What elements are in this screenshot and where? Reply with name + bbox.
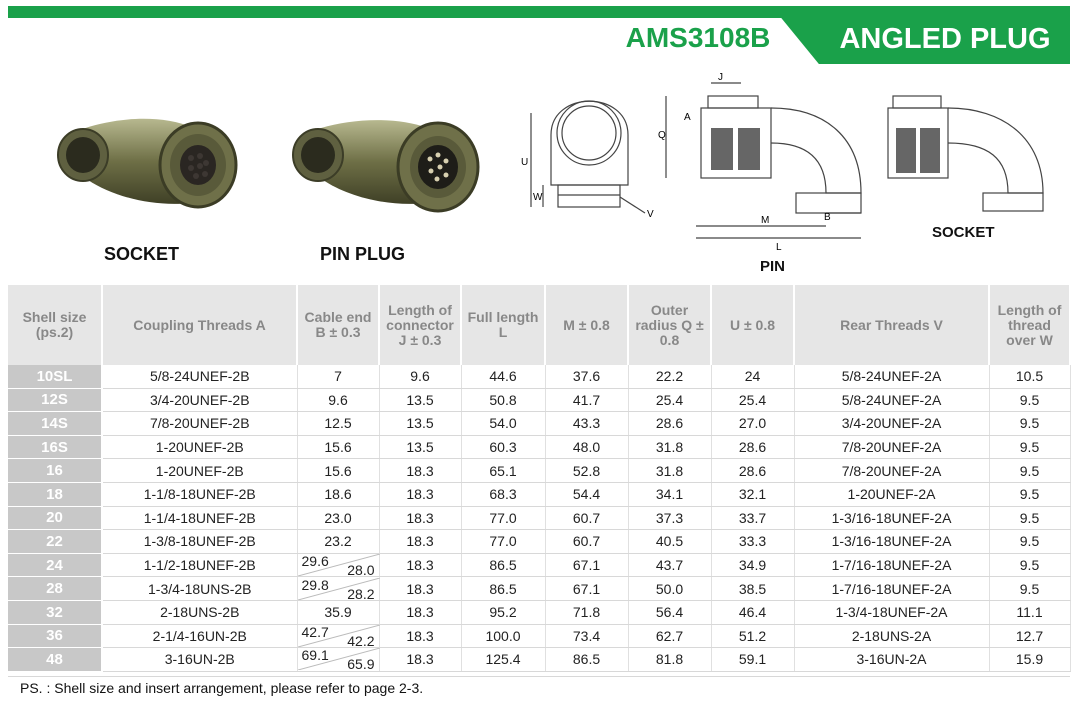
cell-v: 3/4-20UNEF-2A: [794, 412, 989, 436]
cell-j: 9.6: [379, 365, 461, 388]
cell-q: 31.8: [628, 459, 711, 483]
cell-j: 18.3: [379, 600, 461, 624]
cell-u: 32.1: [711, 482, 794, 506]
pin-plug-photo: [278, 105, 488, 230]
cell-q: 22.2: [628, 365, 711, 388]
cell-l: 65.1: [461, 459, 545, 483]
cell-w: 9.5: [989, 435, 1070, 459]
cell-q: 56.4: [628, 600, 711, 624]
cell-l: 68.3: [461, 482, 545, 506]
spec-table: [8, 285, 1071, 672]
shell-size-cell: 48: [8, 648, 102, 672]
table-row: [8, 600, 1070, 624]
cell-u: 27.0: [711, 412, 794, 436]
cable-end-split-cell: [297, 624, 379, 648]
table-row: [8, 388, 1070, 412]
cell-m: 60.7: [545, 506, 628, 530]
cell-l: 77.0: [461, 506, 545, 530]
cell-m: 41.7: [545, 388, 628, 412]
cell-a: 1-20UNEF-2B: [102, 435, 297, 459]
cell-m: 48.0: [545, 435, 628, 459]
cell-l: 44.6: [461, 365, 545, 388]
table-header-row: [8, 285, 1070, 365]
cable-end-max-value: 42.2: [347, 632, 375, 649]
cell-w: 9.5: [989, 577, 1070, 601]
pin-plug-photo-caption: PIN PLUG: [320, 244, 406, 264]
cell-m: 67.1: [545, 553, 628, 577]
cell-j: 18.3: [379, 482, 461, 506]
socket-side-drawing: [878, 88, 1058, 218]
footnote: PS. : Shell size and insert arrangement, please refer to page 2-3.: [20, 680, 424, 696]
cell-v: 5/8-24UNEF-2A: [794, 388, 989, 412]
cable-end-split-cell: [297, 648, 379, 672]
shell-size-cell: 12S: [8, 388, 102, 412]
dim-label-j: J: [718, 72, 723, 83]
cell-v: 7/8-20UNEF-2A: [794, 459, 989, 483]
spec-table-body: [8, 365, 1070, 671]
shell-size-cell: 32: [8, 600, 102, 624]
cell-b: 7: [297, 365, 379, 388]
cell-w: 9.5: [989, 459, 1070, 483]
cell-q: 37.3: [628, 506, 711, 530]
table-row: [8, 648, 1070, 672]
cell-u: 28.6: [711, 459, 794, 483]
cell-a: 5/8-24UNEF-2B: [102, 365, 297, 388]
cell-j: 18.3: [379, 530, 461, 554]
cell-w: 10.5: [989, 365, 1070, 388]
cell-u: 46.4: [711, 600, 794, 624]
cell-l: 77.0: [461, 530, 545, 554]
cell-j: 13.5: [379, 412, 461, 436]
socket-photo: [48, 100, 248, 230]
cell-w: 9.5: [989, 412, 1070, 436]
cable-end-min-value: 29.8: [301, 576, 329, 593]
cell-a: 1-3/4-18UNS-2B: [102, 577, 297, 601]
pin-side-drawing: [656, 68, 876, 258]
cable-end-max-value: 28.0: [347, 562, 375, 579]
cell-b: 9.6: [297, 388, 379, 412]
dim-label-a: A: [684, 112, 691, 123]
table-row: [8, 365, 1070, 388]
table-row: [8, 506, 1070, 530]
cell-m: 52.8: [545, 459, 628, 483]
shell-size-cell: 22: [8, 530, 102, 554]
product-title: ANGLED PLUG: [839, 23, 1051, 55]
col-thread-length: Length of thread over W: [989, 285, 1070, 365]
cell-a: 2-18UNS-2B: [102, 600, 297, 624]
col-m: M ± 0.8: [545, 285, 628, 365]
cable-end-min-value: 29.6: [301, 553, 329, 570]
dim-label-m: M: [761, 215, 770, 226]
cell-a: 1-20UNEF-2B: [102, 459, 297, 483]
cell-l: 125.4: [461, 648, 545, 672]
cell-a: 1-3/8-18UNEF-2B: [102, 530, 297, 554]
cell-l: 100.0: [461, 624, 545, 648]
cell-v: 1-3/16-18UNEF-2A: [794, 506, 989, 530]
cell-q: 40.5: [628, 530, 711, 554]
dim-label-v: V: [647, 209, 654, 220]
cell-m: 73.4: [545, 624, 628, 648]
cell-j: 18.3: [379, 553, 461, 577]
dim-label-q: Q: [658, 130, 666, 141]
cell-l: 86.5: [461, 577, 545, 601]
cell-v: 1-20UNEF-2A: [794, 482, 989, 506]
dim-label-b: B: [824, 212, 831, 223]
cell-j: 18.3: [379, 648, 461, 672]
cell-m: 60.7: [545, 530, 628, 554]
cell-m: 37.6: [545, 365, 628, 388]
table-row: [8, 553, 1070, 577]
col-shell-size: Shell size (ps.2): [8, 285, 102, 365]
cell-u: 33.3: [711, 530, 794, 554]
cell-v: 1-7/16-18UNEF-2A: [794, 577, 989, 601]
table-row: [8, 624, 1070, 648]
cell-v: 3-16UN-2A: [794, 648, 989, 672]
cell-l: 86.5: [461, 553, 545, 577]
cell-v: 2-18UNS-2A: [794, 624, 989, 648]
cell-u: 51.2: [711, 624, 794, 648]
cell-v: 7/8-20UNEF-2A: [794, 435, 989, 459]
cell-u: 38.5: [711, 577, 794, 601]
cell-m: 86.5: [545, 648, 628, 672]
col-outer-radius: Outer radius Q ± 0.8: [628, 285, 711, 365]
cell-j: 18.3: [379, 459, 461, 483]
cell-q: 28.6: [628, 412, 711, 436]
shell-size-cell: 28: [8, 577, 102, 601]
cell-a: 1-1/8-18UNEF-2B: [102, 482, 297, 506]
cell-j: 18.3: [379, 577, 461, 601]
cell-j: 13.5: [379, 388, 461, 412]
cell-u: 34.9: [711, 553, 794, 577]
cell-q: 43.7: [628, 553, 711, 577]
shell-size-cell: 36: [8, 624, 102, 648]
cell-u: 25.4: [711, 388, 794, 412]
dim-label-u: U: [521, 157, 529, 168]
cell-b: 15.6: [297, 459, 379, 483]
front-view-drawing: [513, 85, 663, 225]
cell-l: 54.0: [461, 412, 545, 436]
split-value: [298, 553, 379, 579]
cell-q: 31.8: [628, 435, 711, 459]
cable-end-max-value: 65.9: [347, 656, 375, 673]
pin-drawing-caption: PIN: [760, 258, 786, 275]
cell-j: 18.3: [379, 506, 461, 530]
cell-w: 9.5: [989, 388, 1070, 412]
table-row: [8, 459, 1070, 483]
table-row: [8, 412, 1070, 436]
shell-size-cell: 10SL: [8, 365, 102, 388]
shell-size-cell: 16: [8, 459, 102, 483]
cell-a: 7/8-20UNEF-2B: [102, 412, 297, 436]
socket-drawing-caption: SOCKET: [932, 224, 995, 241]
shell-size-cell: 18: [8, 482, 102, 506]
dim-label-w: W: [533, 192, 543, 203]
cell-b: 12.5: [297, 412, 379, 436]
socket-photo-caption: SOCKET: [104, 244, 180, 264]
cable-end-min-value: 69.1: [301, 647, 329, 664]
cell-a: 1-1/2-18UNEF-2B: [102, 553, 297, 577]
cell-m: 43.3: [545, 412, 628, 436]
table-row: [8, 482, 1070, 506]
cell-l: 60.3: [461, 435, 545, 459]
cell-j: 13.5: [379, 435, 461, 459]
cell-u: 59.1: [711, 648, 794, 672]
cell-q: 50.0: [628, 577, 711, 601]
model-number: AMS3108B: [625, 22, 771, 53]
cell-l: 95.2: [461, 600, 545, 624]
cell-a: 1-1/4-18UNEF-2B: [102, 506, 297, 530]
cable-end-max-value: 28.2: [347, 585, 375, 602]
cell-b: 35.9: [297, 600, 379, 624]
cell-m: 67.1: [545, 577, 628, 601]
cable-end-split-cell: [297, 553, 379, 577]
cell-w: 9.5: [989, 506, 1070, 530]
col-u: U ± 0.8: [711, 285, 794, 365]
cell-q: 25.4: [628, 388, 711, 412]
cell-b: 18.6: [297, 482, 379, 506]
cell-w: 9.5: [989, 553, 1070, 577]
cell-v: 1-3/16-18UNEF-2A: [794, 530, 989, 554]
cell-q: 62.7: [628, 624, 711, 648]
shell-size-cell: 16S: [8, 435, 102, 459]
cell-u: 24: [711, 365, 794, 388]
cell-w: 15.9: [989, 648, 1070, 672]
cell-a: 3/4-20UNEF-2B: [102, 388, 297, 412]
cell-w: 12.7: [989, 624, 1070, 648]
shell-size-cell: 14S: [8, 412, 102, 436]
cell-v: 1-7/16-18UNEF-2A: [794, 553, 989, 577]
table-bottom-line: [8, 676, 1070, 677]
split-value: [298, 647, 379, 673]
cell-q: 81.8: [628, 648, 711, 672]
cell-m: 71.8: [545, 600, 628, 624]
col-rear-threads: Rear Threads V: [794, 285, 989, 365]
cell-m: 54.4: [545, 482, 628, 506]
cable-end-min-value: 42.7: [301, 623, 329, 640]
cell-w: 11.1: [989, 600, 1070, 624]
cell-v: 5/8-24UNEF-2A: [794, 365, 989, 388]
col-coupling-threads: Coupling Threads A: [102, 285, 297, 365]
cell-v: 1-3/4-18UNEF-2A: [794, 600, 989, 624]
col-connector-length: Length of connector J ± 0.3: [379, 285, 461, 365]
col-cable-end: Cable end B ± 0.3: [297, 285, 379, 365]
cell-l: 50.8: [461, 388, 545, 412]
table-row: [8, 530, 1070, 554]
dim-label-l: L: [776, 242, 782, 253]
cell-w: 9.5: [989, 482, 1070, 506]
col-full-length: Full length L: [461, 285, 545, 365]
cell-q: 34.1: [628, 482, 711, 506]
cell-a: 2-1/4-16UN-2B: [102, 624, 297, 648]
cell-a: 3-16UN-2B: [102, 648, 297, 672]
split-value: [298, 578, 379, 600]
split-value: [298, 625, 379, 647]
shell-size-cell: 24: [8, 553, 102, 577]
cell-b: 23.2: [297, 530, 379, 554]
cell-w: 9.5: [989, 530, 1070, 554]
cell-b: 23.0: [297, 506, 379, 530]
shell-size-cell: 20: [8, 506, 102, 530]
cable-end-split-cell: [297, 577, 379, 601]
table-row: [8, 435, 1070, 459]
cell-u: 28.6: [711, 435, 794, 459]
catalog-page: [8, 0, 1070, 706]
cell-j: 18.3: [379, 624, 461, 648]
table-row: [8, 577, 1070, 601]
cell-b: 15.6: [297, 435, 379, 459]
cell-u: 33.7: [711, 506, 794, 530]
